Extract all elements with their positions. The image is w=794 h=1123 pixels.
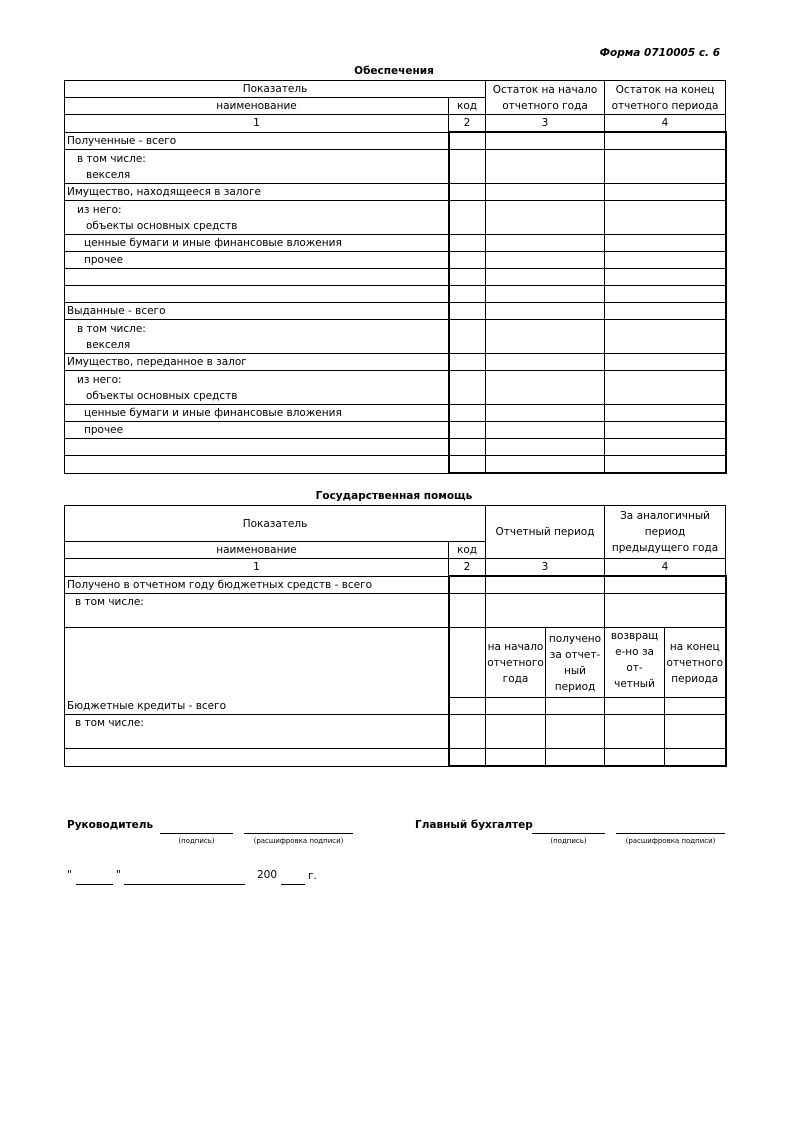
date-year-line[interactable] — [281, 883, 305, 885]
accountant-decode-line[interactable] — [616, 832, 725, 834]
header-col4: За аналогичный период предыдущего года — [605, 506, 726, 559]
value-cell-previous[interactable] — [605, 594, 726, 628]
header-indicator: Показатель — [65, 81, 486, 98]
row-label: Имущество, находящееся в залоге — [65, 184, 449, 201]
subheader-end: на конец отчетного периода — [665, 628, 726, 698]
code-cell[interactable] — [449, 698, 486, 715]
row-label: в том числе: — [65, 715, 449, 749]
table-row — [65, 303, 726, 320]
value-cell-start[interactable] — [486, 749, 546, 767]
header-col3: Остаток на начало отчетного года — [486, 81, 605, 115]
value-cell-end[interactable] — [605, 303, 726, 320]
value-cell-end[interactable] — [605, 286, 726, 303]
code-cell[interactable] — [449, 749, 486, 767]
value-cell-start[interactable] — [486, 698, 546, 715]
header-code: код — [449, 542, 486, 559]
value-cell-end[interactable] — [665, 698, 726, 715]
code-cell[interactable] — [449, 456, 486, 474]
table-row — [65, 354, 726, 371]
row-label: ценные бумаги и иные финансовые вложения — [65, 405, 449, 422]
table-row — [65, 201, 726, 235]
value-cell-end[interactable] — [605, 252, 726, 269]
value-cell-start[interactable] — [486, 150, 605, 184]
table-row — [65, 371, 726, 405]
code-cell[interactable] — [449, 422, 486, 439]
header-num-2: 2 — [449, 115, 486, 133]
header-num-4: 4 — [605, 559, 726, 577]
row-label[interactable] — [65, 456, 449, 474]
row-label: Получено в отчетном году бюджетных средств - всего — [65, 576, 449, 594]
row-label: Имущество, переданное в залог — [65, 354, 449, 371]
value-cell-previous[interactable] — [605, 576, 726, 594]
value-cell-start[interactable] — [486, 354, 605, 371]
date-year-suffix: г. — [308, 870, 317, 882]
section-title-state-aid: Государственная помощь — [315, 490, 473, 502]
row-label: в том числе: — [77, 322, 146, 335]
row-sublabel: объекты основных средств — [86, 389, 238, 402]
row-label: в том числе: — [65, 594, 449, 628]
value-cell-returned[interactable] — [605, 749, 665, 767]
table-row — [65, 439, 726, 456]
header-num-1: 1 — [65, 559, 449, 577]
table-row — [65, 252, 726, 269]
row-label: из него: — [77, 203, 122, 216]
table-row — [65, 594, 726, 628]
value-cell-start[interactable] — [486, 371, 605, 405]
value-cell-end[interactable] — [605, 150, 726, 184]
date-month-line[interactable] — [124, 883, 245, 885]
table-row — [65, 576, 726, 594]
value-cell-end[interactable] — [605, 132, 726, 150]
subheader-received: получено за отчет-ный период — [546, 628, 605, 698]
value-cell-start[interactable] — [486, 252, 605, 269]
chief-accountant-label: Главный бухгалтер — [415, 819, 533, 831]
value-cell-current[interactable] — [486, 594, 605, 628]
row-label[interactable] — [65, 286, 449, 303]
subheader-start: на начало отчетного года — [486, 628, 546, 698]
value-cell-end[interactable] — [605, 439, 726, 456]
code-cell[interactable] — [449, 184, 486, 201]
row-label: Полученные - всего — [65, 132, 449, 150]
row-label[interactable] — [65, 439, 449, 456]
row-sublabel: векселя — [86, 168, 131, 181]
value-cell-end[interactable] — [665, 715, 726, 749]
table-row — [65, 405, 726, 422]
head-signature-caption: (подпись) — [178, 837, 215, 845]
code-cell[interactable] — [449, 320, 486, 354]
accountant-decode-caption: (расшифровка подписи) — [625, 837, 716, 845]
row-label: Выданные - всего — [65, 303, 449, 320]
code-cell[interactable] — [449, 303, 486, 320]
code-cell[interactable] — [449, 354, 486, 371]
value-cell-start[interactable] — [486, 422, 605, 439]
header-col3: Отчетный период — [486, 506, 605, 559]
row-sublabel: векселя — [86, 338, 131, 351]
value-cell-returned[interactable] — [605, 698, 665, 715]
value-cell-end[interactable] — [605, 269, 726, 286]
value-cell-end[interactable] — [605, 184, 726, 201]
row-sublabel: объекты основных средств — [86, 219, 238, 232]
table-row — [65, 184, 726, 201]
table-row — [65, 749, 726, 767]
value-cell-start[interactable] — [486, 132, 605, 150]
value-cell-end[interactable] — [605, 320, 726, 354]
date-quote-close: " — [116, 869, 121, 881]
value-cell-end[interactable] — [605, 422, 726, 439]
table-row — [65, 286, 726, 303]
header-num-2: 2 — [449, 559, 486, 577]
value-cell-end[interactable] — [665, 749, 726, 767]
code-cell[interactable] — [449, 371, 486, 405]
value-cell-end[interactable] — [605, 354, 726, 371]
section-title-collateral: Обеспечения — [354, 65, 434, 77]
accountant-signature-caption: (подпись) — [550, 837, 587, 845]
value-cell-end[interactable] — [605, 371, 726, 405]
value-cell-received[interactable] — [546, 715, 605, 749]
accountant-signature-line[interactable] — [532, 832, 605, 834]
header-code: код — [449, 98, 486, 115]
code-cell[interactable] — [449, 715, 486, 749]
table-row — [65, 320, 726, 354]
code-cell[interactable] — [449, 201, 486, 235]
header-num-1: 1 — [65, 115, 449, 133]
value-cell-start[interactable] — [486, 439, 605, 456]
value-cell-end[interactable] — [605, 235, 726, 252]
row-label: в том числе: — [77, 152, 146, 165]
row-label: прочее — [65, 422, 449, 439]
value-cell-start[interactable] — [486, 303, 605, 320]
value-cell-received[interactable] — [546, 749, 605, 767]
value-cell-received[interactable] — [546, 698, 605, 715]
code-cell[interactable] — [449, 405, 486, 422]
date-year-prefix: 200 — [257, 869, 278, 881]
code-cell[interactable] — [449, 439, 486, 456]
table-row — [65, 715, 726, 749]
table-row — [65, 422, 726, 439]
code-cell[interactable] — [449, 594, 486, 628]
row-label: прочее — [65, 252, 449, 269]
value-cell-end[interactable] — [605, 201, 726, 235]
value-cell-returned[interactable] — [605, 715, 665, 749]
header-name: наименование — [65, 98, 449, 115]
row-label[interactable] — [65, 749, 449, 767]
code-cell[interactable] — [449, 235, 486, 252]
table-row — [65, 269, 726, 286]
value-cell-end[interactable] — [605, 456, 726, 474]
header-num-4: 4 — [605, 115, 726, 133]
value-cell-start[interactable] — [486, 456, 605, 474]
value-cell-start[interactable] — [486, 405, 605, 422]
table-row — [65, 456, 726, 474]
code-cell[interactable] — [449, 150, 486, 184]
table-row — [65, 150, 726, 184]
value-cell-start[interactable] — [486, 201, 605, 235]
table-row — [65, 235, 726, 252]
subheader-returned: возвращ е-но за от-четный — [605, 628, 665, 698]
form-code: Форма 0710005 с. 6 — [599, 47, 720, 59]
header-name: наименование — [65, 542, 449, 559]
header-num-3: 3 — [486, 115, 605, 133]
code-cell[interactable] — [449, 576, 486, 594]
value-cell-start[interactable] — [486, 715, 546, 749]
value-cell-start[interactable] — [486, 235, 605, 252]
value-cell-start[interactable] — [486, 286, 605, 303]
date-quote-open: " — [67, 869, 72, 881]
row-label[interactable] — [65, 269, 449, 286]
table-row — [65, 628, 726, 698]
head-signature-line[interactable] — [160, 832, 233, 834]
code-cell[interactable] — [449, 628, 486, 698]
header-col4: Остаток на конец отчетного периода — [605, 81, 726, 115]
value-cell-end[interactable] — [605, 405, 726, 422]
value-cell-start[interactable] — [486, 320, 605, 354]
value-cell-current[interactable] — [486, 576, 605, 594]
date-day-line[interactable] — [76, 883, 113, 885]
state-aid-table — [64, 505, 727, 767]
head-label: Руководитель — [67, 819, 154, 831]
head-decode-line[interactable] — [244, 832, 353, 834]
row-label: Бюджетные кредиты - всего — [65, 628, 449, 715]
value-cell-start[interactable] — [486, 184, 605, 201]
header-indicator: Показатель — [65, 506, 486, 542]
row-label: из него: — [77, 373, 122, 386]
collateral-table — [64, 80, 727, 474]
code-cell[interactable] — [449, 132, 486, 150]
header-num-3: 3 — [486, 559, 605, 577]
row-label: ценные бумаги и иные финансовые вложения — [65, 235, 449, 252]
code-cell[interactable] — [449, 269, 486, 286]
head-decode-caption: (расшифровка подписи) — [253, 837, 344, 845]
table-row — [65, 132, 726, 150]
code-cell[interactable] — [449, 286, 486, 303]
value-cell-start[interactable] — [486, 269, 605, 286]
code-cell[interactable] — [449, 252, 486, 269]
